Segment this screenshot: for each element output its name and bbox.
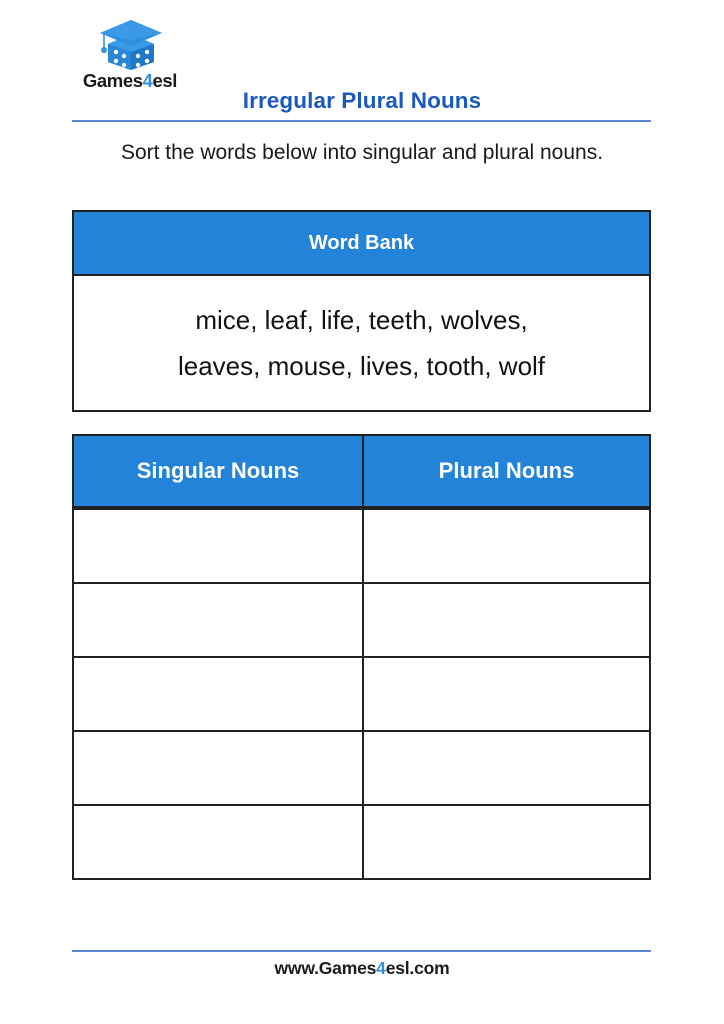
page-header bbox=[0, 0, 724, 128]
footer-website-url bbox=[0, 958, 724, 979]
table-row bbox=[74, 804, 649, 878]
wordmark-suffix: esl bbox=[152, 70, 178, 91]
answer-cell-singular[interactable] bbox=[74, 806, 362, 878]
footer-url-accent: 4 bbox=[376, 958, 386, 978]
answer-cell-plural[interactable] bbox=[362, 806, 649, 878]
answer-cell-plural[interactable] bbox=[362, 584, 649, 656]
graduation-cap-on-dice-icon bbox=[96, 18, 166, 70]
table-row bbox=[74, 582, 649, 656]
instructions-text: Sort the words below into singular and plural nouns. bbox=[120, 141, 604, 164]
column-header-plural-nouns: Plural Nouns bbox=[362, 436, 649, 506]
answer-cell-plural[interactable] bbox=[362, 732, 649, 804]
table-row bbox=[74, 656, 649, 730]
wordmark-prefix: Games bbox=[82, 70, 143, 91]
table-row bbox=[74, 730, 649, 804]
column-header-singular-nouns: Singular Nouns bbox=[74, 436, 362, 506]
answer-cell-singular[interactable] bbox=[74, 732, 362, 804]
answer-cell-singular[interactable] bbox=[74, 658, 362, 730]
page-title: Irregular Plural Nouns bbox=[242, 88, 482, 113]
header-divider bbox=[72, 120, 651, 122]
sorting-table bbox=[72, 434, 651, 880]
word-bank-box bbox=[72, 210, 651, 412]
word-bank-heading: Word Bank bbox=[74, 212, 649, 276]
word-bank-line: mice, leaf, life, teeth, wolves, bbox=[195, 305, 528, 335]
footer-divider bbox=[72, 950, 651, 952]
answer-cell-singular[interactable] bbox=[74, 584, 362, 656]
word-bank-line: leaves, mouse, lives, tooth, wolf bbox=[177, 351, 546, 381]
brand-logo bbox=[72, 18, 188, 94]
word-bank-body bbox=[74, 276, 649, 410]
footer-url-prefix: www.Games bbox=[274, 958, 377, 978]
footer-url-suffix: esl.com bbox=[385, 958, 450, 978]
answer-cell-singular[interactable] bbox=[74, 510, 362, 582]
wordmark-accent: 4 bbox=[142, 70, 153, 91]
answer-cell-plural[interactable] bbox=[362, 510, 649, 582]
answer-cell-plural[interactable] bbox=[362, 658, 649, 730]
table-header-row bbox=[74, 436, 649, 508]
table-row bbox=[74, 508, 649, 582]
